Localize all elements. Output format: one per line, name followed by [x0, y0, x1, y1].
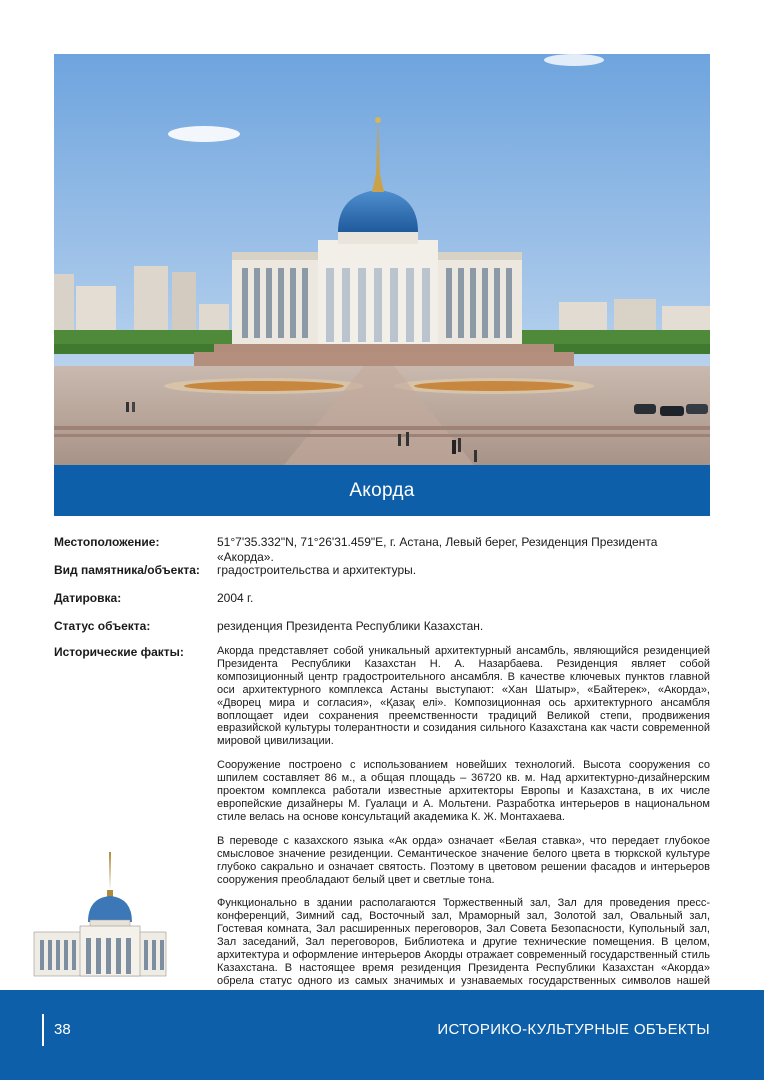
- history-label: Исторические факты:: [54, 645, 184, 659]
- history-paragraph-3: В переводе с казахского языка «Ак орда» означает «Белая ставка», что передает глубокое смысловое значение резиденции. Семантическое значение белого цвета в тюркской культуре глубоко сакрально и означает святость. Поэтому в цветовом решении фасадов и интерьеров сооружения преобладают белый цвет и светлые тона.: [217, 834, 710, 886]
- footer-divider: [42, 1014, 44, 1046]
- fact-row-date: [54, 591, 710, 606]
- fact-row-status: [54, 619, 710, 634]
- type-value: градостроительства и архитектуры.: [217, 563, 417, 577]
- page-number: 38: [54, 1021, 71, 1038]
- location-label: Местоположение:: [54, 535, 160, 549]
- status-label: Статус объекта:: [54, 619, 151, 633]
- page-title: Акорда: [349, 479, 415, 501]
- page-footer: [0, 990, 764, 1080]
- status-value: резиденция Президента Республики Казахстан.: [217, 619, 484, 633]
- history-paragraph-4: Функционально в здании располагаются Торжественный зал, Зал для проведения пресс-конференций, Зимний сад, Восточный зал, Мраморный зал, Золотой зал, Овальный зал, Гостевая комната, Зал расширенных переговоров, Зал Совета Безопасности, Купольный зал, Зал заседаний, Зал переговоров, Библиотека и другие технические помещения. В целом, архитектура и оформление интерьеров Акорды отражает современный государственный стиль Казахстана. В настоящее время резиденция Президента Республики Казахстан «Акорда» обрела статус одного из самых значимых и узнаваемых государственных символов нашей: [217, 897, 710, 987]
- history-paragraph-1: Акорда представляет собой уникальный архитектурный ансамбль, являющийся резиденцией Президента Республики Казахстан Н. А. Назарбаева. Резиденция являет собой композиционный центр градостроительного ансамбля. В качестве ключевых пунктов главной оси архитектурного комплекса Астаны выступают: «Хан Шатыр», «Байтерек», «Акорда», «Дворец мира и согласия», «Қазақ елі». Композиционная ось архитектурного ансамбля воплощает идеи сохранения преемственности традиций Великой степи, продвижения евразийской культуры толерантности и созидания сильного Казахстана как части современной мировой цивилизации.: [217, 645, 710, 748]
- title-band: [54, 465, 710, 516]
- section-title: ИСТОРИКО-КУЛЬТУРНЫЕ ОБЪЕКТЫ: [437, 1021, 710, 1038]
- date-value: 2004 г.: [217, 591, 254, 605]
- fact-row-type: [54, 563, 710, 578]
- type-label: Вид памятника/объекта:: [54, 563, 200, 577]
- akorda-photo: [54, 54, 710, 465]
- fact-row-location: [54, 535, 710, 565]
- history-paragraph-2: Сооружение построено с использованием новейших технологий. Высота сооружения со шпилем составляет 86 м., а общая площадь – 36720 кв. м. Над архитектурно-дизайнерским проектом комплекса работали известные архитекторы Европы и Казахстана, в их числе европейские дизайнеры М. Гуалаци и А. Мольтени. Разработка интерьеров в национальном стиле велась на основе консультаций академика К. Ж. Монтахаева.: [217, 759, 710, 823]
- akorda-illustration: [30, 852, 170, 980]
- location-value: 51°7'35.332"N, 71°26'31.459"E, г. Астана, Левый берег, Резиденция Президента «Акорда».: [217, 535, 658, 564]
- history-text: [217, 645, 710, 1012]
- date-label: Датировка:: [54, 591, 122, 605]
